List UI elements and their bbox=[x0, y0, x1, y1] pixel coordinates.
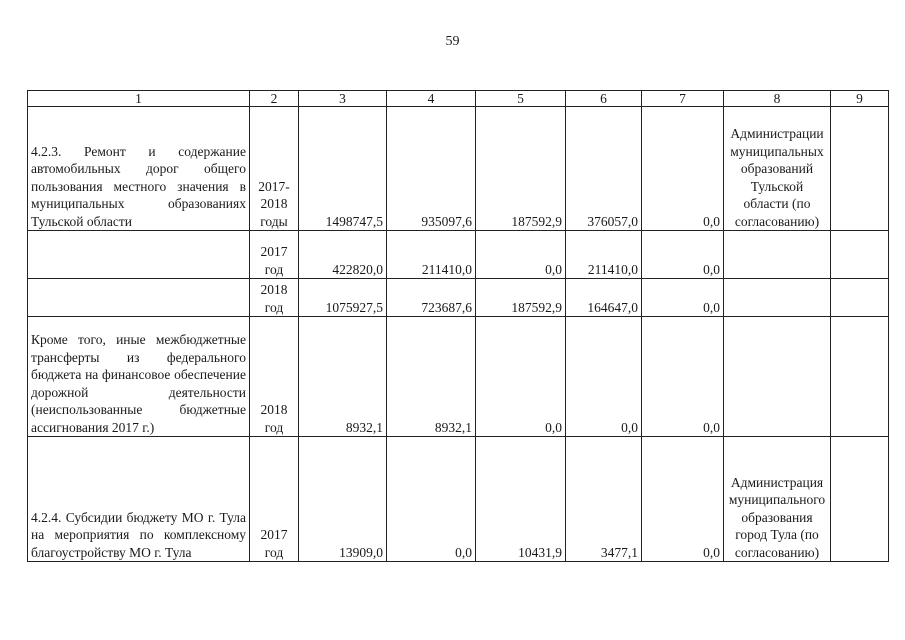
note-cell bbox=[831, 317, 889, 437]
executor-cell bbox=[724, 231, 831, 279]
total-cell: 8932,1 bbox=[299, 317, 387, 437]
executor-cell bbox=[724, 317, 831, 437]
total-cell: 422820,0 bbox=[299, 231, 387, 279]
header-cell: 2 bbox=[250, 91, 299, 107]
value-cell: 3477,1 bbox=[566, 437, 642, 562]
value-cell: 0,0 bbox=[476, 231, 566, 279]
description-cell: Кроме того, иные межбюджетные трансферты из федерального бюджета на финансовое обеспечение дорожной деятельности (неиспользованные бюджетные ассигнования 2017 г.) bbox=[28, 317, 250, 437]
executor-cell: Администрация муниципального образования город Тула (по согласованию) bbox=[724, 437, 831, 562]
header-cell: 6 bbox=[566, 91, 642, 107]
period-cell: 2018 год bbox=[250, 317, 299, 437]
period-cell: 2017 год bbox=[250, 437, 299, 562]
executor-cell bbox=[724, 279, 831, 317]
period-cell: 2018 год bbox=[250, 279, 299, 317]
total-cell: 13909,0 bbox=[299, 437, 387, 562]
value-cell: 10431,9 bbox=[476, 437, 566, 562]
header-row bbox=[28, 91, 889, 107]
header-cell: 4 bbox=[387, 91, 476, 107]
note-cell bbox=[831, 107, 889, 231]
description-cell: 4.2.3. Ремонт и содержание автомобильных дорог общего пользования местного значения в муниципальных образованиях Тульской области bbox=[28, 107, 250, 231]
table-row bbox=[28, 279, 889, 317]
total-cell: 1075927,5 bbox=[299, 279, 387, 317]
table-row bbox=[28, 231, 889, 279]
period-cell: 2017 год bbox=[250, 231, 299, 279]
header-cell: 8 bbox=[724, 91, 831, 107]
note-cell bbox=[831, 437, 889, 562]
executor-cell: Администрации муниципальных образований Тульской области (по согласованию) bbox=[724, 107, 831, 231]
value-cell: 211410,0 bbox=[566, 231, 642, 279]
description-cell: 4.2.4. Субсидии бюджету МО г. Тула на мероприятия по комплексному благоустройству МО г. Тула bbox=[28, 437, 250, 562]
value-cell: 0,0 bbox=[642, 231, 724, 279]
period-cell: 2017-2018 годы bbox=[250, 107, 299, 231]
value-cell: 376057,0 bbox=[566, 107, 642, 231]
description-cell bbox=[28, 231, 250, 279]
value-cell: 164647,0 bbox=[566, 279, 642, 317]
value-cell: 211410,0 bbox=[387, 231, 476, 279]
header-cell: 7 bbox=[642, 91, 724, 107]
budget-table bbox=[27, 90, 889, 562]
note-cell bbox=[831, 231, 889, 279]
header-cell: 9 bbox=[831, 91, 889, 107]
page-number: 59 bbox=[445, 34, 460, 49]
header-cell: 1 bbox=[28, 91, 250, 107]
total-cell: 1498747,5 bbox=[299, 107, 387, 231]
value-cell: 0,0 bbox=[566, 317, 642, 437]
header-cell: 5 bbox=[476, 91, 566, 107]
value-cell: 0,0 bbox=[476, 317, 566, 437]
table-row bbox=[28, 107, 889, 231]
value-cell: 723687,6 bbox=[387, 279, 476, 317]
value-cell: 0,0 bbox=[642, 437, 724, 562]
value-cell: 187592,9 bbox=[476, 279, 566, 317]
value-cell: 935097,6 bbox=[387, 107, 476, 231]
header-cell: 3 bbox=[299, 91, 387, 107]
description-cell bbox=[28, 279, 250, 317]
table-row bbox=[28, 437, 889, 562]
value-cell: 0,0 bbox=[642, 107, 724, 231]
note-cell bbox=[831, 279, 889, 317]
value-cell: 0,0 bbox=[642, 317, 724, 437]
value-cell: 187592,9 bbox=[476, 107, 566, 231]
value-cell: 8932,1 bbox=[387, 317, 476, 437]
value-cell: 0,0 bbox=[387, 437, 476, 562]
value-cell: 0,0 bbox=[642, 279, 724, 317]
table-row bbox=[28, 317, 889, 437]
